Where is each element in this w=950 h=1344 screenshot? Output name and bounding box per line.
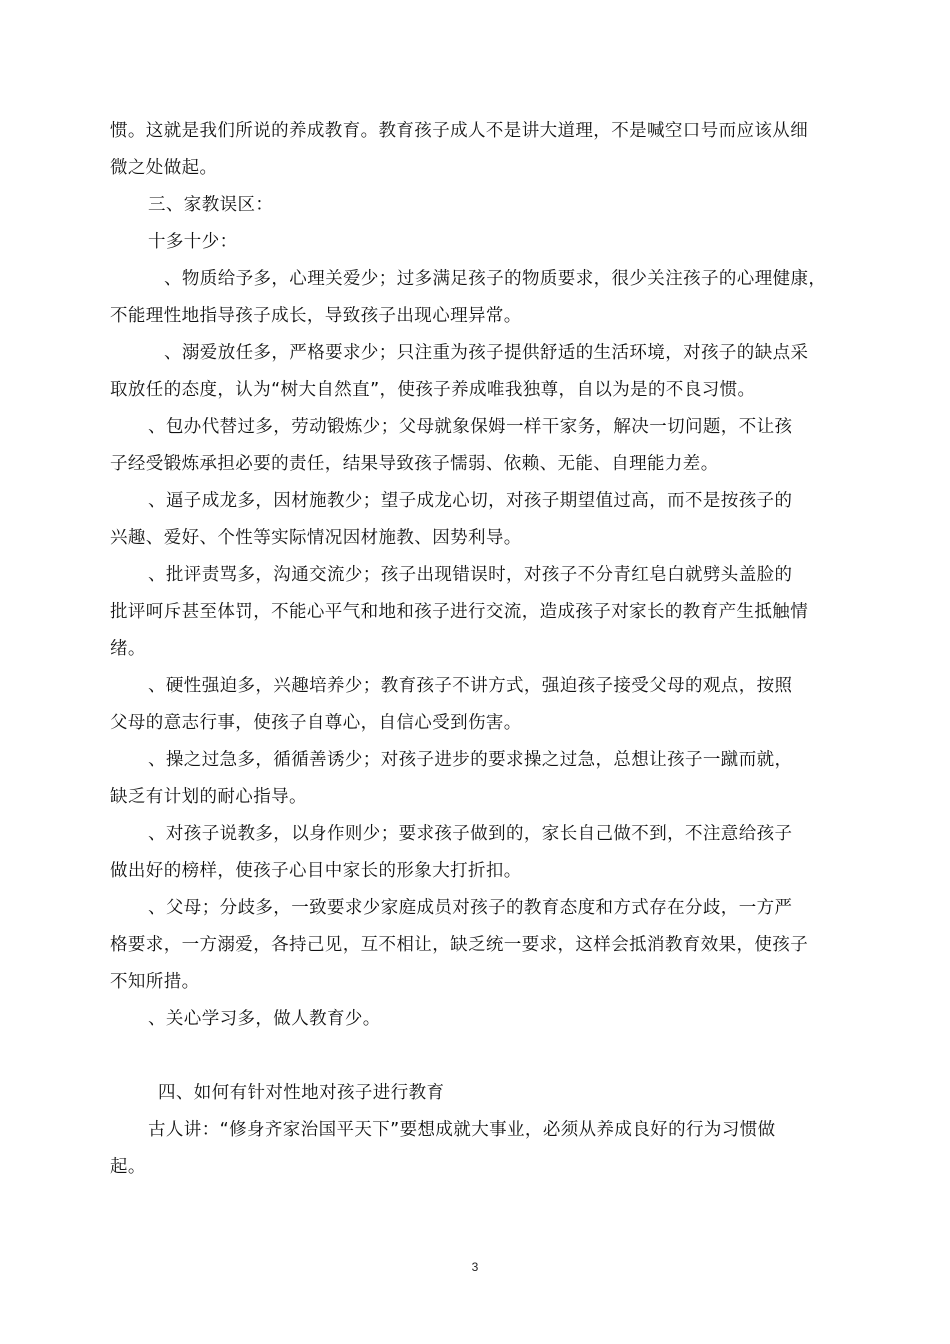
list-item-line: 做出好的榜样，使孩子心目中家长的形象大打折扣。 xyxy=(110,861,522,881)
list-item-line: 、父母；分歧多，一致要求少家庭成员对孩子的教育态度和方式存在分歧，一方严 xyxy=(148,898,793,918)
list-item-line: 批评呵斥甚至体罚，不能心平气和地和孩子进行交流，造成孩子对家长的教育产生抵触情 xyxy=(110,602,809,622)
paragraph-line: 古人讲：“修身齐家治国平天下”要想成就大事业，必须从养成良好的行为习惯做 xyxy=(148,1120,776,1140)
list-item-line: 、溺爱放任多，严格要求少；只注重为孩子提供舒适的生活环境，对孩子的缺点采 xyxy=(164,343,809,363)
blank-line xyxy=(110,1038,862,1075)
page-number: 3 xyxy=(471,1260,479,1274)
subsection-heading: 十多十少： xyxy=(148,232,238,252)
paragraph-line: 起。 xyxy=(110,1157,146,1177)
paragraph-line: 微之处做起。 xyxy=(110,158,218,178)
list-item-line: 兴趣、爱好、个性等实际情况因材施教、因势利导。 xyxy=(110,528,522,548)
list-item-line: 、硬性强迫多，兴趣培养少；教育孩子不讲方式，强迫孩子接受父母的观点，按照 xyxy=(148,676,793,696)
section-heading: 三、家教误区： xyxy=(148,195,274,215)
list-item-line: 格要求，一方溺爱，各持己见，互不相让，缺乏统一要求，这样会抵消教育效果，使孩子 xyxy=(110,935,809,955)
list-item-line: 绪。 xyxy=(110,639,146,659)
document-body xyxy=(110,113,862,1186)
list-item-line: 、包办代替过多，劳动锻炼少；父母就象保姆一样干家务，解决一切问题，不让孩 xyxy=(148,417,793,437)
list-item-line: 、逼子成龙多，因材施教少；望子成龙心切，对孩子期望值过高，而不是按孩子的 xyxy=(148,491,793,511)
list-item-line: 父母的意志行事，使孩子自尊心，自信心受到伤害。 xyxy=(110,713,522,733)
list-item-line: 、物质给予多，心理关爱少；过多满足孩子的物质要求，很少关注孩子的心理健康， xyxy=(164,269,827,289)
list-item-line: 缺乏有计划的耐心指导。 xyxy=(110,787,307,807)
list-item-line: 、操之过急多，循循善诱少；对孩子进步的要求操之过急，总想让孩子一蹴而就， xyxy=(148,750,793,770)
list-item-line: 不知所措。 xyxy=(110,972,200,992)
paragraph-line: 惯。这就是我们所说的养成教育。教育孩子成人不是讲大道理，不是喊空口号而应该从细 xyxy=(110,121,809,141)
list-item-line: 取放任的态度，认为“树大自然直”，使孩子养成唯我独尊，自以为是的不良习惯。 xyxy=(110,380,756,400)
list-item-line: 、关心学习多，做人教育少。 xyxy=(148,1009,381,1029)
list-item-line: 、批评责骂多，沟通交流少；孩子出现错误时，对孩子不分青红皂白就劈头盖脸的 xyxy=(148,565,793,585)
list-item-line: 不能理性地指导孩子成长，导致孩子出现心理异常。 xyxy=(110,306,522,326)
list-item-line: 、对孩子说教多，以身作则少；要求孩子做到的，家长自己做不到，不注意给孩子 xyxy=(148,824,793,844)
section-heading: 四、如何有针对性地对孩子进行教育 xyxy=(158,1083,445,1103)
list-item-line: 子经受锻炼承担必要的责任，结果导致孩子懦弱、依赖、无能、自理能力差。 xyxy=(110,454,719,474)
